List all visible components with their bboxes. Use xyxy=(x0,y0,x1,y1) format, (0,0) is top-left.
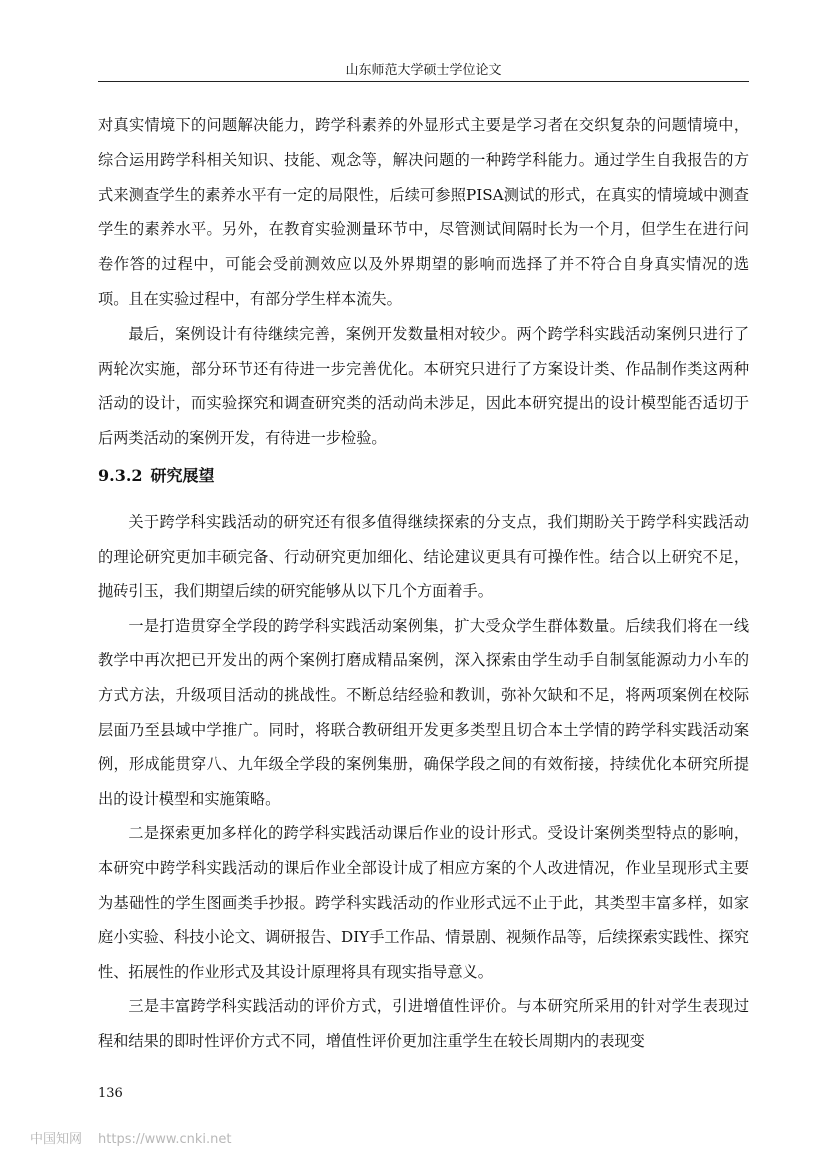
paragraph: 最后，案例设计有待继续完善，案例开发数量相对较少。两个跨学科实践活动案例只进行了两轮次实施，部分环节还有待进一步完善优化。本研究只进行了方案设计类、作品制作类这两种活动的设计，而实验探究和调查研究类的活动尚未涉足，因此本研究提出的设计模型能否适切于后两类活动的案例开发，有待进一步检验。 xyxy=(98,324,749,448)
header-rule xyxy=(98,81,749,82)
body-text-top xyxy=(98,108,749,456)
paragraph: 关于跨学科实践活动的研究还有很多值得继续探索的分支点，我们期盼关于跨学科实践活动的理论研究更加丰硕完备、行动研究更加细化、结论建议更具有可操作性。结合以上研究不足，抛砖引玉，我们期望后续的研究能够从以下几个方面着手。 xyxy=(98,513,749,601)
running-header: 山东师范大学硕士学位论文 xyxy=(345,63,502,78)
section-heading xyxy=(98,463,749,489)
paragraph: 二是探索更加多样化的跨学科实践活动课后作业的设计形式。受设计案例类型特点的影响，本研究中跨学科实践活动的课后作业全部设计成了相应方案的个人改进情况，作业呈现形式主要为基础性的学生图画类手抄报。跨学科实践活动的作业形式远不止于此，其类型丰富多样，如家庭小实验、科技小论文、调研报告、DIY手工作品、情景剧、视频作品等，后续探索实践性、探究性、拓展性的作业形式及其设计原理将具有现实指导意义。 xyxy=(98,824,749,981)
cnki-watermark xyxy=(30,1128,231,1147)
cnki-logo-text: 中国知网 xyxy=(30,1132,83,1147)
paragraph: 对真实情境下的问题解决能力，跨学科素养的外显形式主要是学习者在交织复杂的问题情境中，综合运用跨学科相关知识、技能、观念等，解决问题的一种跨学科能力。通过学生自我报告的方式来测查学生的素养水平有一定的局限性，后续可参照PISA测试的形式，在真实的情境域中测查学生的素养水平。另外，在教育实验测量环节中，尽管测试间隔时长为一个月，但学生在进行问卷作答的过程中，可能会受前测效应以及外界期望的影响而选择了并不符合自身真实情况的选项。且在实验过程中，有部分学生样本流失。 xyxy=(98,116,749,308)
body-text-bottom xyxy=(98,505,749,1059)
paragraph: 三是丰富跨学科实践活动的评价方式，引进增值性评价。与本研究所采用的针对学生表现过程和结果的即时性评价方式不同，增值性评价更加注重学生在较长周期内的表现变 xyxy=(98,997,749,1050)
paragraph: 一是打造贯穿全学段的跨学科实践活动案例集，扩大受众学生群体数量。后续我们将在一线教学中再次把已开发出的两个案例打磨成精品案例，深入探索由学生动手自制氢能源动力小车的方式方法，升级项目活动的挑战性。不断总结经验和教训，弥补欠缺和不足，将两项案例在校际层面乃至县域中学推广。同时，将联合教研组开发更多类型且切合本土学情的跨学科实践活动案例，形成能贯穿八、九年级全学段的案例集册，确保学段之间的有效衔接，持续优化本研究所提出的设计模型和实施策略。 xyxy=(98,616,749,808)
section-title: 研究展望 xyxy=(150,466,215,485)
page-number: 136 xyxy=(98,1086,123,1101)
cnki-url: https://www.cnki.net xyxy=(98,1132,232,1147)
section-number: 9.3.2 xyxy=(98,466,143,485)
